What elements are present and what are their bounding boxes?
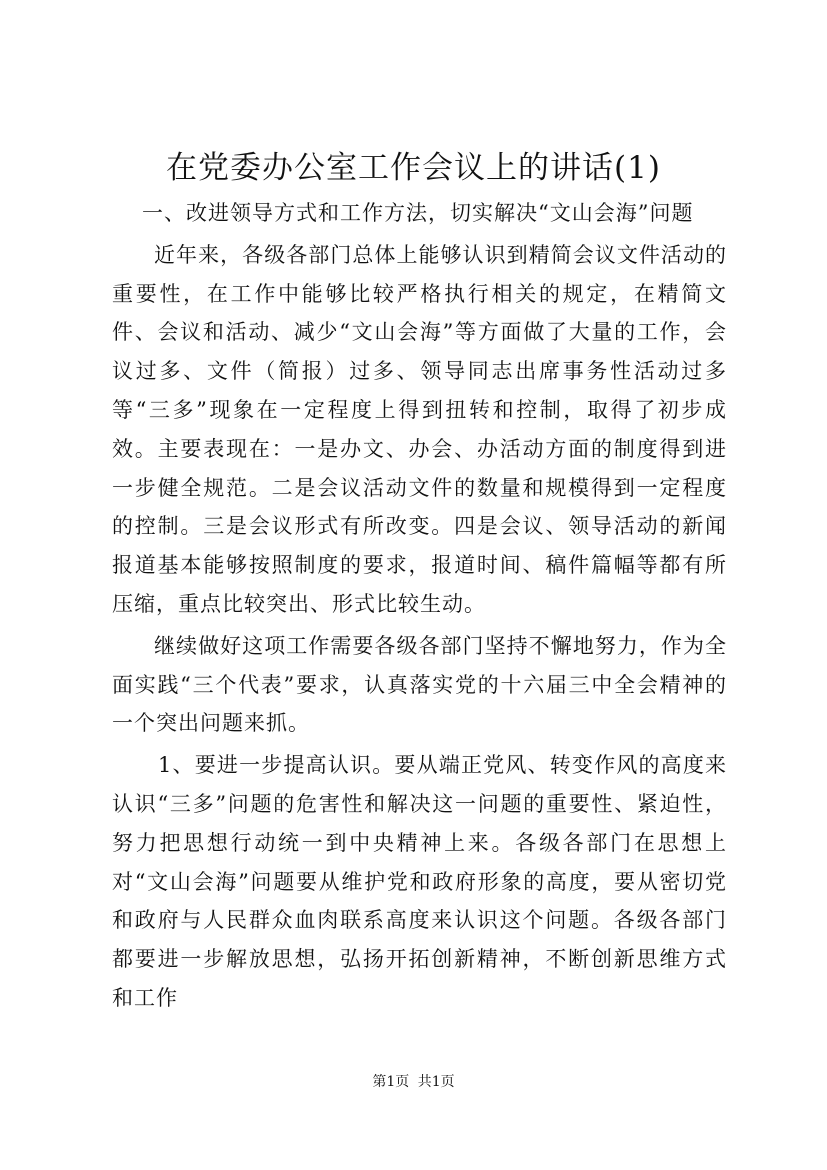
paragraph: 近年来，各级各部门总体上能够认识到精简会议文件活动的重要性，在工作中能够比较严格执行相关的规定，在精简文件、会议和活动、减少“文山会海”等方面做了大量的工作，会议过多、文件（简报）过多、领导同志出席事务性活动过多等“三多”现象在一定程度上得到扭转和控制，取得了初步成效。主要表现在：一是办文、办会、办活动方面的制度得到进一步健全规范。二是会议活动文件的数量和规模得到一定程度的控制。三是会议形式有所改变。四是会议、领导活动的新闻报道基本能够按照制度的要求，报道时间、稿件篇幅等都有所压缩，重点比较突出、形式比较生动。 bbox=[112, 242, 727, 616]
page-number: 第1页 bbox=[372, 1074, 410, 1090]
paragraph: 继续做好这项工作需要各级各部门坚持不懈地努力，作为全面实践“三个代表”要求，认真落实党的十六届三中全会精神的一个突出问题来抓。 bbox=[112, 633, 727, 736]
page-total: 共1页 bbox=[417, 1074, 455, 1090]
document-body bbox=[112, 194, 727, 1018]
numbered-item: 1、要进一步提高认识。要从端正党风、转变作风的高度来认识“三多”问题的危害性和解决这一问题的重要性、紧迫性，努力把思想行动统一到中央精神上来。各级各部门在思想上对“文山会海”问题要从维护党和政府形象的高度，要从密切党和政府与人民群众血肉联系高度来认识这个问题。各级各部门都要进一步解放思想，弘扬开拓创新精神，不断创新思维方式和工作 bbox=[112, 753, 727, 1010]
section-heading: 一、改进领导方式和工作方法，切实解决“文山会海”问题 bbox=[142, 201, 694, 225]
page-footer bbox=[0, 1072, 827, 1092]
page-title: 在党委办公室工作会议上的讲话(1) bbox=[166, 150, 661, 186]
